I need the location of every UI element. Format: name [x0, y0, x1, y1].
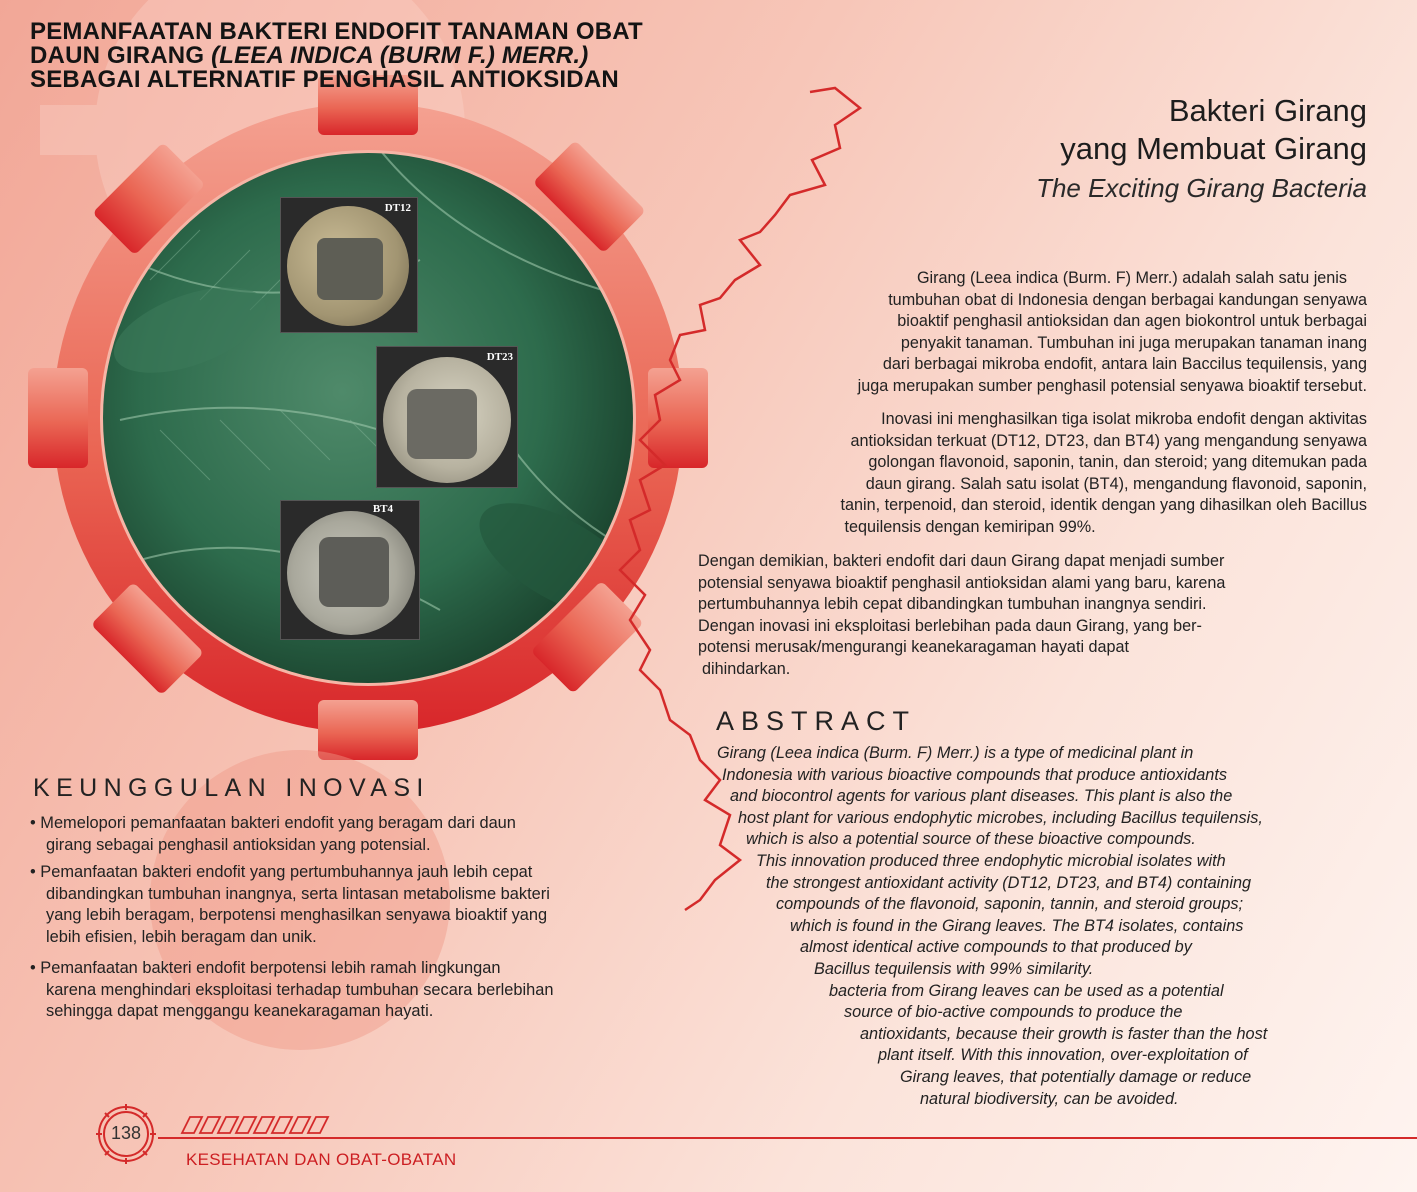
advantage-line: yang lebih beragam, berpotensi menghasilkan senyawa bioaktif yang — [46, 906, 548, 925]
p3-line: Dengan inovasi ini eksploitasi berlebihan pada daun Girang, yang ber- — [698, 616, 1202, 635]
dish-label-dt12: DT12 — [384, 202, 411, 214]
headline — [847, 92, 1367, 208]
title-line-3: SEBAGAI ALTERNATIF PENGHASIL ANTIOKSIDAN — [30, 66, 619, 93]
headline-subtitle: The Exciting Girang Bacteria — [1036, 173, 1367, 203]
dish-label-dt23: DT23 — [486, 351, 513, 363]
abstract-line: compounds of the flavonoid, saponin, tannin, and steroid groups; — [776, 895, 1244, 914]
advantage-item-3 — [30, 958, 690, 1023]
abstract-line: natural biodiversity, can be avoided. — [920, 1089, 1179, 1108]
p1-line: dari berbagai mikroba endofit, antara lain Baccilus tequilensis, yang — [882, 355, 1367, 374]
body-paragraph-2 — [841, 409, 1367, 539]
abstract-line: Girang (Leea indica (Burm. F) Merr.) is a type of medicinal plant in — [717, 744, 1194, 762]
slash-pattern-icon — [176, 1115, 332, 1135]
p2-line: golongan flavonoid, saponin, tanin, dan steroid; yang ditemukan pada — [868, 453, 1367, 472]
title-line-2 — [30, 44, 790, 68]
abstract-heading: ABSTRACT — [716, 706, 917, 736]
petri-dish-bt4 — [280, 500, 420, 640]
p3-line: potensial senyawa bioaktif penghasil antioksidan alami yang baru, karena — [698, 573, 1226, 592]
p2-line: tanin, terpenoid, dan steroid, identik dengan yang dihasilkan oleh Bacillus — [840, 496, 1367, 515]
p2-line: antioksidan terkuat (DT12, DT23, dan BT4) yang mengandung senyawa — [850, 431, 1367, 450]
p1-line: tumbuhan obat di Indonesia dengan berbagai kandungan senyawa — [888, 290, 1367, 309]
body-paragraph-1 — [858, 268, 1367, 398]
advantage-item-2 — [30, 862, 690, 948]
advantage-line: • Memelopori pemanfaatan bakteri endofit yang beragam dari daun — [30, 814, 516, 832]
abstract-line: This innovation produced three endophytic microbial isolates with — [756, 851, 1226, 870]
abstract-line: bacteria from Girang leaves can be used as a potential — [829, 981, 1224, 1000]
p3-line: potensi merusak/mengurangi keanekaragaman hayati dapat — [698, 638, 1130, 657]
p3-line: dihindarkan. — [702, 659, 791, 678]
abstract-line: Girang leaves, that potentially damage or reduce — [900, 1067, 1252, 1086]
p1-line: penyakit tanaman. Tumbuhan ini juga merupakan tanaman inang — [900, 333, 1367, 352]
title-line-1: PEMANFAATAN BAKTERI ENDOFIT TANAMAN OBAT — [30, 18, 643, 45]
p2-line: daun girang. Salah satu isolat (BT4), mengandung flavonoid, saponin, — [865, 474, 1367, 493]
advantages-heading: KEUNGGULAN INOVASI — [33, 774, 430, 802]
advantage-line: girang sebagai penghasil antioksidan yang potensial. — [46, 835, 431, 854]
headline-line-1: Bakteri Girang — [1168, 93, 1367, 128]
abstract-line: and biocontrol agents for various plant diseases. This plant is also the — [730, 787, 1233, 806]
abstract-line: Bacillus tequilensis with 99% similarity. — [814, 959, 1094, 978]
p1-line: juga merupakan sumber penghasil potensial senyawa bioaktif tersebut. — [857, 376, 1367, 395]
advantage-line: lebih efisien, lebih beragam dan unik. — [46, 927, 317, 946]
abstract-line: Indonesia with various bioactive compounds that produce antioxidants — [722, 765, 1228, 784]
petri-dish-dt23 — [376, 346, 518, 488]
abstract-line: which is also a potential source of these bioactive compounds. — [746, 830, 1196, 849]
advantage-line: sehingga dapat menggangu keanekaragaman hayati. — [46, 1002, 434, 1021]
abstract-line: which is found in the Girang leaves. The BT4 isolates, contains — [790, 916, 1244, 935]
section-name: KESEHATAN DAN OBAT-OBATAN — [186, 1150, 457, 1169]
p3-line: Dengan demikian, bakteri endofit dari daun Girang dapat menjadi sumber — [698, 552, 1225, 570]
abstract-line: host plant for various endophytic microbes, including Bacillus tequilensis, — [738, 808, 1263, 827]
abstract-line: almost identical active compounds to that produced by — [800, 938, 1192, 957]
abstract-line: antioxidants, because their growth is faster than the host — [860, 1024, 1268, 1043]
headline-line-2: yang Membuat Girang — [1060, 131, 1367, 166]
advantage-line: • Pemanfaatan bakteri endofit berpotensi lebih ramah lingkungan — [30, 959, 501, 977]
title-line-2-italic: (LEEA INDICA (BURM F.) MERR.) — [211, 42, 589, 69]
p1-line: bioaktif penghasil antioksidan dan agen biokontrol untuk berbagai — [897, 312, 1367, 331]
p3-line: pertumbuhannya lebih cepat dibandingkan tumbuhan inangnya sendiri. — [698, 595, 1207, 614]
abstract-line: plant itself. With this innovation, over-exploitation of — [878, 1046, 1248, 1065]
advantage-line: dibandingkan tumbuhan inangnya, serta lintasan metabolisme bakteri — [46, 884, 550, 903]
advantage-line: • Pemanfaatan bakteri endofit yang pertumbuhannya jauh lebih cepat — [30, 863, 533, 881]
title-line-2-text: DAUN GIRANG — [30, 42, 212, 69]
p1-line: Girang (Leea indica (Burm. F) Merr.) adalah salah satu jenis — [916, 269, 1347, 287]
body-paragraph-3 — [698, 551, 1225, 681]
page-number: 138 — [110, 1123, 142, 1143]
advantage-item-1 — [30, 813, 690, 856]
advantage-line: karena menghindari eksploitasi terhadap tumbuhan secara berlebihan — [46, 980, 554, 999]
page-title — [30, 20, 790, 92]
p2-line: tequilensis dengan kemiripan 99%. — [844, 517, 1096, 536]
p2-line: Inovasi ini menghasilkan tiga isolat mikroba endofit dengan aktivitas — [881, 410, 1367, 428]
abstract-line: source of bio-active compounds to produce the — [844, 1003, 1183, 1022]
abstract-line: the strongest antioxidant activity (DT12, DT23, and BT4) containing — [766, 873, 1252, 892]
dish-label-bt4: BT4 — [372, 503, 393, 515]
petri-dish-dt12 — [280, 197, 418, 333]
